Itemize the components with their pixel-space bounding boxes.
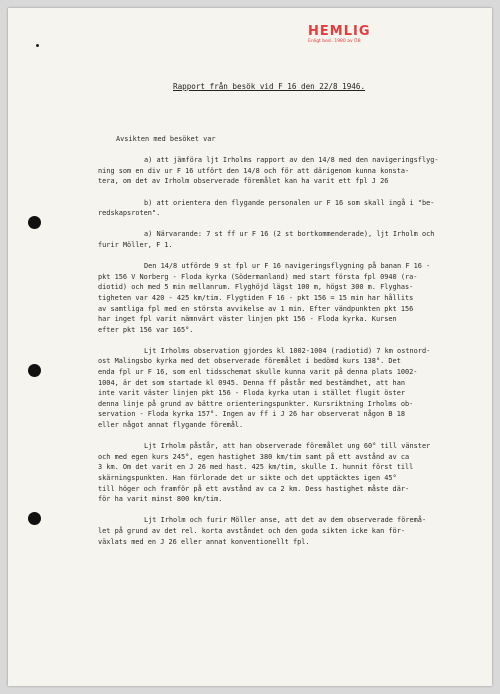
stamp-subtext: Enligt besl. 1980 av ÖB (308, 39, 361, 44)
text-line: till höger och framför på ett avstånd av ca 2 km. Dess hastighet måste där- (98, 484, 410, 493)
text-line: ning som en div ur F 16 utfört den 14/8 och för att därigenom kunna konsta- (98, 166, 410, 175)
text-line: eller något annat flygande föremål. (98, 421, 244, 430)
text-line: Den 14/8 utförde 9 st fpl ur F 16 navigeringsflygning på banan F 16 - (144, 262, 431, 271)
text-line: pkt 156 V Norberg - Floda kyrka (Södermanland) med start första fpl 0940 (ra- (98, 272, 418, 281)
punch-hole-bottom (28, 512, 41, 525)
text-line: denna linje på grund av bättre orienteringspunkter. Kursriktning Irholms ob- (98, 399, 414, 408)
paragraph-gap (98, 251, 450, 262)
text-line: ost Malingsbo kyrka med det observerade föremålet i bedömd kurs 138°. Det (98, 357, 401, 366)
text-line: skärningspunkten. Han förlorade det ur sikte och det upptäcktes igen 45° (98, 474, 397, 482)
document-page (8, 8, 492, 686)
text-line: inte varit väster linjen pkt 156 - Floda kyrka utan i stället flugit öster (98, 389, 405, 398)
text-line: växlats med en J 26 eller annat konventionellt fpl. (98, 537, 310, 546)
paragraph-gap (98, 505, 450, 516)
text-line: Ljt Irholms observation gjordes kl 1002-1004 (radiotid) 7 km ostnord- (144, 346, 431, 355)
margin-dot (36, 44, 39, 47)
text-line: enda fpl ur F 16, som enl tidsschemat skulle kunna varit på denna plats 1002- (98, 368, 418, 377)
text-line: diotid) och med 5 min mellanrum. Flyghöjd lägst 100 m, högst 300 m. Flyghas- (98, 283, 414, 292)
punch-hole-middle (28, 364, 41, 377)
text-line: redskapsroten". (98, 209, 161, 218)
paragraph-gap (98, 219, 450, 230)
text-line: furir Möller, F 1. (98, 240, 173, 249)
text-line: Avsikten med besöket var (116, 135, 216, 143)
text-line: Ljt Irholm påstår, att han observerade föremålet ung 60° till vänster (144, 442, 431, 451)
paragraph-gap (98, 187, 450, 198)
text-line: Ljt Irholm och furir Möller anse, att det av dem observerade föremå- (144, 516, 427, 525)
text-line: 3 km. Om det varit en J 26 med hast. 425 km/tim, skulle I. hunnit först till (98, 463, 414, 472)
text-line: a) att jämföra ljt Irholms rapport av den 14/8 med den navigeringsflyg- (144, 156, 439, 165)
text-line: av samtliga fpl med en största avvikelse av 1 min. Efter vändpunkten pkt 156 (98, 304, 414, 313)
text-line: 1004, är det som startade kl 0945. Denna ff påstår med bestämdhet, att han (98, 378, 405, 387)
paragraph-gap (98, 431, 450, 442)
report-title: Rapport från besök vid F 16 den 22/8 1946. (173, 82, 366, 91)
text-line: let på grund av det rel. korta avståndet och den goda sikten icke kan för- (98, 526, 405, 535)
classification-stamp (308, 24, 371, 45)
stamp-word: HEMLIG (308, 24, 371, 39)
text-line: har inget fpl varit nämnvärt väster linjen pkt 156 - Floda kyrka. Kursen (98, 315, 397, 324)
text-line: och med egen kurs 245°, egen hastighet 380 km/tim samt på ett avstånd av ca (98, 452, 410, 461)
punch-hole-top (28, 216, 41, 229)
text-line: servation - Floda kyrka 157°. Ingen av ff i J 26 har observerat någon B 18 (98, 410, 405, 419)
text-line: efter pkt 156 var 165°. (98, 325, 194, 334)
paragraph-gap (98, 145, 450, 156)
text-line: för ha varit minst 800 km/tim. (98, 495, 223, 504)
text-line: tigheten var 420 - 425 km/tim. Flygtiden F 16 - pkt 156 = 15 min har hållits (98, 293, 414, 302)
text-line: tera, om det av Irholm observerade föremålet kan ha varit ett fpl J 26 (98, 177, 389, 186)
paragraph-gap (98, 335, 450, 346)
text-line: b) att orientera den flygande personalen ur F 16 som skall ingå i "be- (144, 198, 435, 207)
text-line: a) Närvarande: 7 st ff ur F 16 (2 st bortkommenderade), ljt Irholm och (144, 230, 435, 239)
report-body (98, 134, 450, 547)
